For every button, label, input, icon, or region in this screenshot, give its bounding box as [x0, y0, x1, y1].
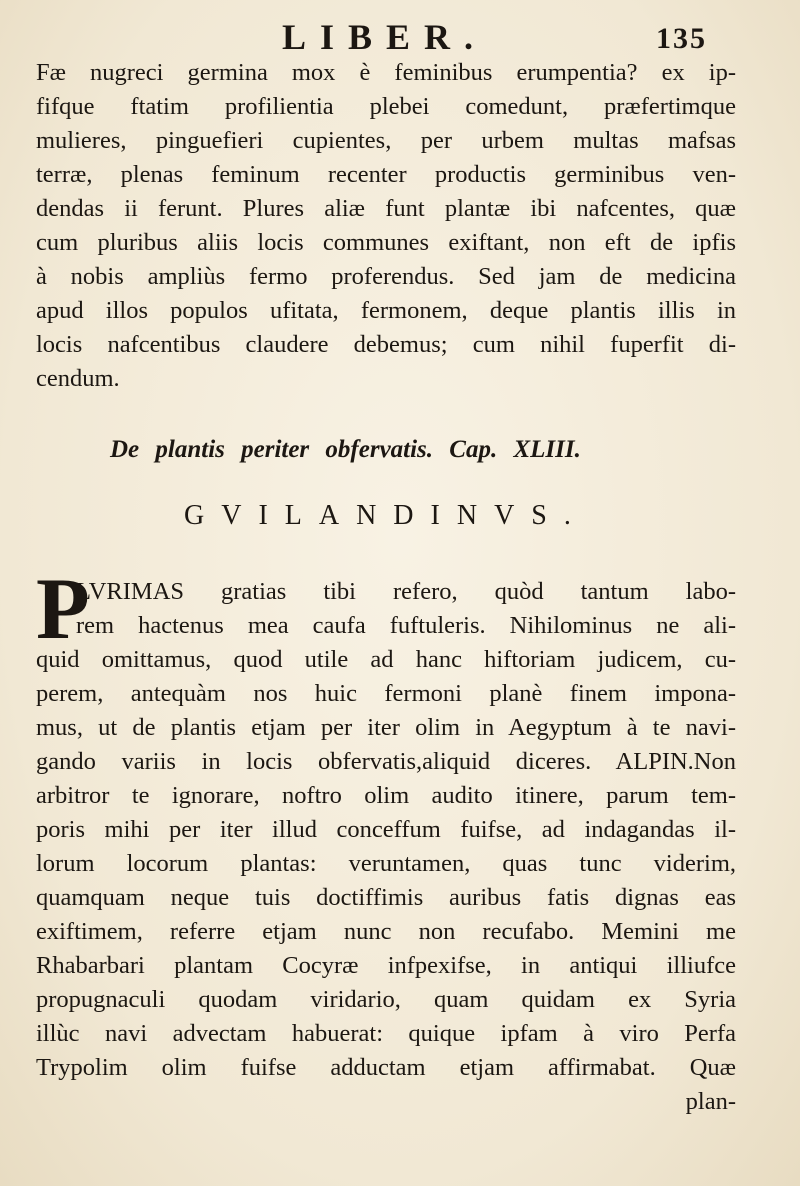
text-line: mulieres, pinguefieri cupientes, per urbem multas mafsas [36, 127, 736, 154]
text-line: quid omittamus, quod utile ad hanc hiftoriam judicem, cu- [36, 646, 736, 673]
text-line: LVRIMAS gratias tibi refero, quòd tantum labo- [76, 578, 736, 605]
running-title: LIBER. [282, 17, 488, 57]
paragraph-1 [36, 56, 736, 396]
text-line: propugnaculi quodam viridario, quam quidam ex Syria [36, 986, 736, 1013]
paragraph-2 [36, 561, 736, 1119]
text-line: fifque ftatim profilientia plebei comedunt, præfertimque [36, 93, 736, 120]
text-line: perem, antequàm nos huic fermoni planè finem impona- [36, 680, 736, 707]
text-line: apud illos populos ufitata, fermonem, deque plantis illis in [36, 297, 736, 324]
text-line: Rhabarbari plantam Cocyræ infpexifse, in antiqui illiufce [36, 952, 736, 979]
text-line: exiftimem, referre etjam nunc non recufabo. Memini me [36, 918, 736, 945]
text-line: Fæ nugreci germina mox è feminibus erumpentia? ex ip- [36, 59, 736, 86]
text-line: illùc navi advectam habuerat: quique ipfam à viro Perfa [36, 1020, 736, 1047]
page-header [0, 14, 800, 62]
text-line: poris mihi per iter illud conceffum fuifse, ad indagandas il- [36, 816, 736, 843]
text-line: locis nafcentibus claudere debemus; cum nihil fuperfit di- [36, 331, 736, 358]
text-line: cum pluribus aliis locis communes exiftant, non eft de ipfis [36, 229, 736, 256]
page-number: 135 [656, 22, 707, 55]
chapter-heading: De plantis periter obfervatis. Cap. XLIII. [110, 436, 581, 463]
text-line: dendas ii ferunt. Plures aliæ funt plantæ ibi nafcentes, quæ [36, 195, 736, 222]
text-line: rem hactenus mea caufa fuftuleris. Nihilominus ne ali- [76, 612, 736, 639]
text-line: quamquam neque tuis doctiffimis auribus fatis dignas eas [36, 884, 736, 911]
catchword: plan- [685, 1088, 736, 1115]
speaker-name: GVILANDINVS. [184, 500, 588, 531]
text-line: Trypolim olim fuifse adductam etjam affirmabat. Quæ [36, 1054, 736, 1081]
text-line: mus, ut de plantis etjam per iter olim in Aegyptum à te navi- [36, 714, 736, 741]
drop-cap: P [36, 561, 90, 658]
text-line: cendum. [36, 365, 120, 392]
text-line: à nobis ampliùs fermo proferendus. Sed jam de medicina [36, 263, 736, 290]
text-line: arbitror te ignorare, noftro olim audito itinere, parum tem- [36, 782, 736, 809]
text-line: gando variis in locis obfervatis,aliquid diceres. ALPIN.Non [36, 748, 736, 775]
text-line: terræ, plenas feminum recenter productis germinibus ven- [36, 161, 736, 188]
text-line: lorum locorum plantas: veruntamen, quas tunc viderim, [36, 850, 736, 877]
